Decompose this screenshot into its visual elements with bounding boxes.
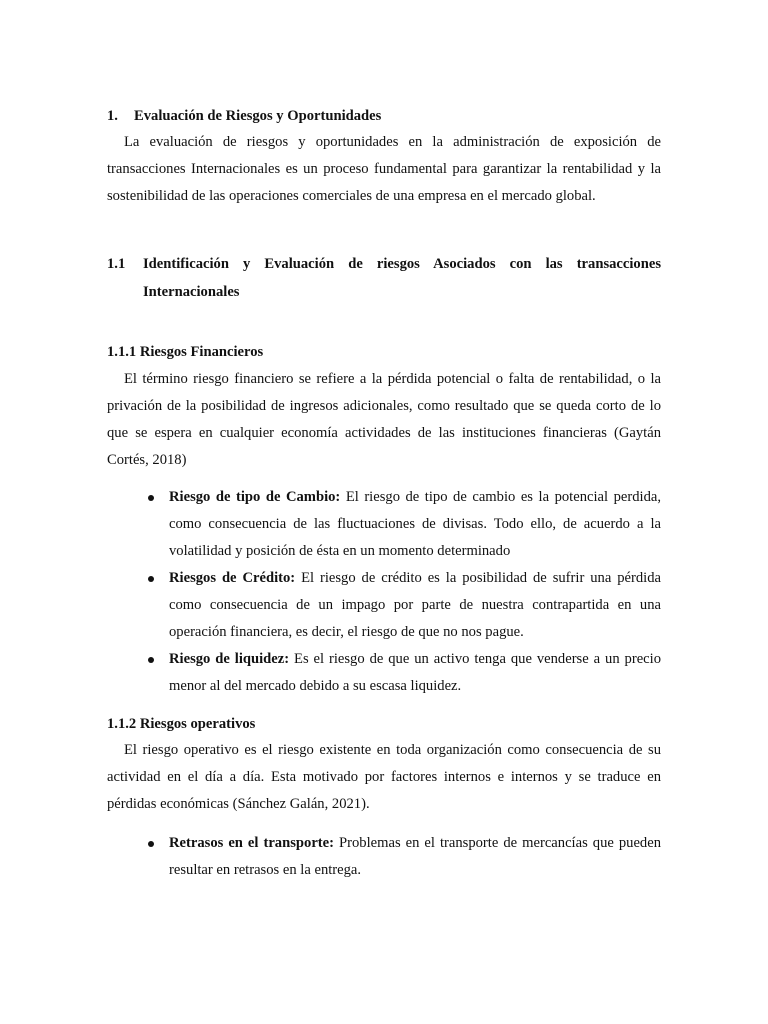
section-1-1-title: Identificación y Evaluación de riesgos Asociados con las transacciones Internacionales <box>143 256 661 300</box>
list-item <box>107 646 661 700</box>
section-1-1-2-paragraph-text: El riesgo operativo es el riesgo existente en toda organización como consecuencia de su actividad en el día a día. Esta motivado por factores internos e internos y se traduce en pérdidas económicas (Sánchez Galán, 2021). <box>107 742 661 812</box>
financial-risks-list <box>107 484 661 700</box>
section-1-title: Evaluación de Riesgos y Oportunidades <box>134 108 382 124</box>
operational-risks-list <box>107 830 661 884</box>
list-item-text: Problemas en el transporte de mercancías que pueden resultar en retrasos en la entrega. <box>169 835 661 878</box>
list-item-text: El riesgo de tipo de cambio es la potencial perdida, como consecuencia de las fluctuaciones de divisas. Todo ello, de acuerdo a la volatilidad y posición de ésta en un momento determinado <box>169 489 661 559</box>
list-item-term: Riesgos de Crédito: <box>169 570 296 586</box>
section-1-1-2-paragraph <box>107 737 661 818</box>
section-1-1-1-paragraph <box>107 366 661 474</box>
list-item <box>107 830 661 884</box>
bullet-icon <box>148 576 154 582</box>
section-1-heading <box>107 106 661 126</box>
section-1-1-1-paragraph-text: El término riesgo financiero se refiere a la pérdida potencial o falta de rentabilidad, o la privación de la posibilidad de ingresos adicionales, como resultado que se queda corto de lo que se espera en cualquier economía actividades de las instituciones financieras (Gaytán Cortés, 2018) <box>107 371 661 468</box>
bullet-icon <box>148 657 154 663</box>
section-1-1-number: 1.1 <box>107 256 126 272</box>
section-1-1-1-heading: 1.1.1 Riesgos Financieros <box>107 344 264 360</box>
list-item-term: Retrasos en el transporte: <box>169 835 334 851</box>
section-1-paragraph-text: La evaluación de riesgos y oportunidades en la administración de exposición de transacciones Internacionales es un proceso fundamental para garantizar la rentabilidad y la sostenibilidad de las operaciones comerciales de una empresa en el mercado global. <box>107 134 661 204</box>
list-item <box>107 484 661 565</box>
list-item-term: Riesgo de liquidez: <box>169 651 290 667</box>
bullet-icon <box>148 841 154 847</box>
list-item-term: Riesgo de tipo de Cambio: <box>169 489 341 505</box>
list-item <box>107 565 661 646</box>
section-1-1-2-heading: 1.1.2 Riesgos operativos <box>107 716 256 732</box>
bullet-icon <box>148 495 154 501</box>
section-1-paragraph <box>107 129 661 210</box>
list-item-text: El riesgo de crédito es la posibilidad de sufrir una pérdida como consecuencia de un impago por parte de nuestra contrapartida en una operación financiera, es decir, el riesgo de que no nos pague. <box>169 570 661 640</box>
list-item-text: Es el riesgo de que un activo tenga que venderse a un precio menor al del mercado debido a su escasa liquidez. <box>169 651 662 694</box>
section-1-1-heading <box>107 250 661 306</box>
section-1-number: 1. <box>107 108 118 124</box>
